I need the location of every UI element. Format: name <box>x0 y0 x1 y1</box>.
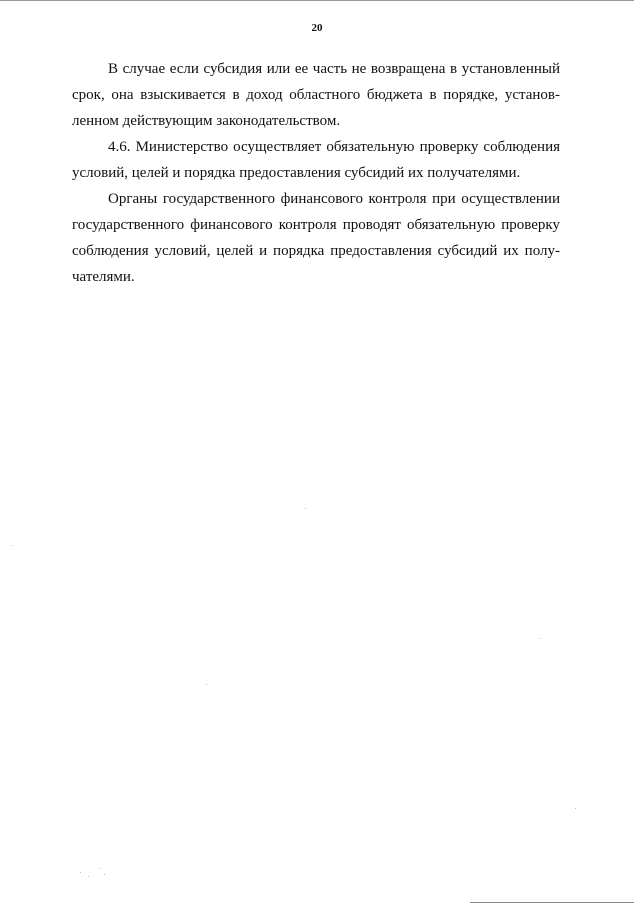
scan-speck <box>575 808 576 809</box>
scan-edge-bottom <box>470 902 634 903</box>
scan-speck <box>88 876 89 877</box>
document-body <box>72 56 560 290</box>
scan-speck <box>305 508 306 509</box>
scan-edge-top <box>0 0 634 1</box>
paragraph-financial-control: Органы государственного финансового контроля при осуществлении государственного финансового контроля проводят обязательную проверку соблюдения условий, целей и порядка предоставления субсидий их получателями. <box>72 191 560 285</box>
scan-speck <box>80 872 81 873</box>
page-number: 20 <box>311 22 323 34</box>
scan-speck <box>12 545 13 546</box>
paragraph-subsidy-return: В случае если субсидия или ее часть не возвращена в установленный срок, она взыскивается в доход областного бюджета в порядке, установленном действующим законодательством. <box>72 61 560 129</box>
scan-speck <box>99 868 100 869</box>
paragraph-ministry-check: 4.6. Министерство осуществляет обязательную проверку соблюдения условий, целей и порядка предоставления субсидий их получателями. <box>72 139 560 181</box>
scan-speck <box>206 684 207 685</box>
scan-speck <box>104 874 105 875</box>
scan-speck <box>540 638 541 639</box>
